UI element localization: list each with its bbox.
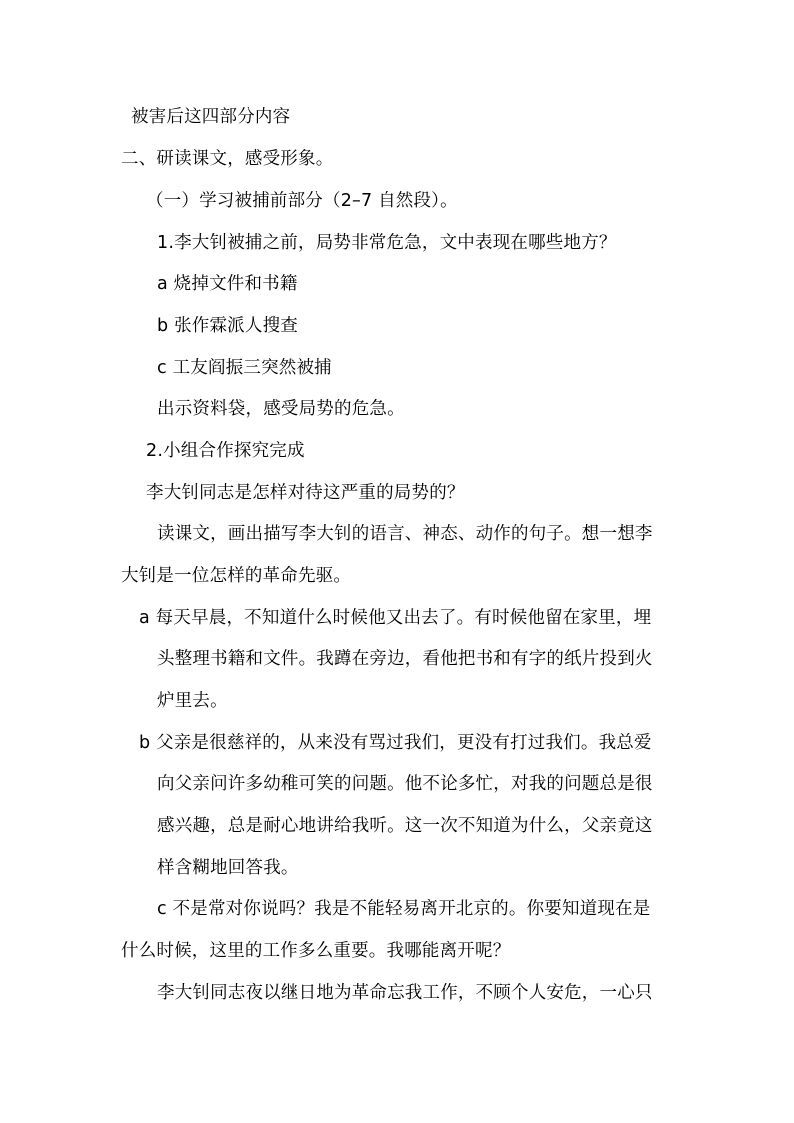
quote-b-line-3: 感兴趣，总是耐心地讲给我听。这一次不知道为什么，父亲竟这 (157, 816, 653, 836)
paragraph-instruction-line-2: 大钊是一位怎样的革命先驱。 (121, 566, 352, 586)
quote-c-line-1: c 不是常对你说吗？我是不能轻易离开北京的。你要知道现在是 (157, 899, 651, 919)
quote-b-line-1: b 父亲是很慈祥的，从来没有骂过我们，更没有打过我们。我总爱 (139, 733, 652, 753)
section-heading: 二、研读课文，感受形象。 (121, 149, 334, 169)
answer-item-a: a 烧掉文件和书籍 (157, 274, 298, 294)
answer-item-c: c 工友阎振三突然被捕 (157, 358, 332, 378)
answer-item-b: b 张作霖派人搜查 (157, 316, 298, 336)
text-line-question: 李大钊同志是怎样对待这严重的局势的？ (146, 483, 465, 503)
subsection-heading: （一）学习被捕前部分（2–7 自然段）。 (146, 191, 458, 211)
paragraph-instruction-line-1: 读课文，画出描写李大钊的语言、神态、动作的句子。想一想李 (157, 524, 653, 544)
quote-a-line-3: 炉里去。 (157, 691, 228, 711)
text-line-resource: 出示资料袋，感受局势的危急。 (157, 399, 405, 419)
quote-b-line-4: 样含糊地回答我。 (157, 858, 299, 878)
paragraph-summary-line-1: 李大钊同志夜以继日地为革命忘我工作，不顾个人安危，一心只 (157, 983, 653, 1003)
question-2: 2.小组合作探究完成 (146, 441, 305, 461)
quote-c-line-2: 什么时候，这里的工作多么重要。我哪能离开呢？ (121, 941, 511, 961)
quote-a-line-1: a 每天早晨，不知道什么时候他又出去了。有时候他留在家里，埋 (139, 608, 652, 628)
quote-a-line-2: 头整理书籍和文件。我蹲在旁边，看他把书和有字的纸片投到火 (157, 649, 653, 669)
text-line-1: 被害后这四部分内容 (131, 107, 291, 127)
question-1: 1.李大钊被捕之前，局势非常危急，文中表现在哪些地方？ (157, 233, 617, 253)
quote-b-line-2: 向父亲问许多幼稚可笑的问题。他不论多忙，对我的问题总是很 (157, 774, 653, 794)
